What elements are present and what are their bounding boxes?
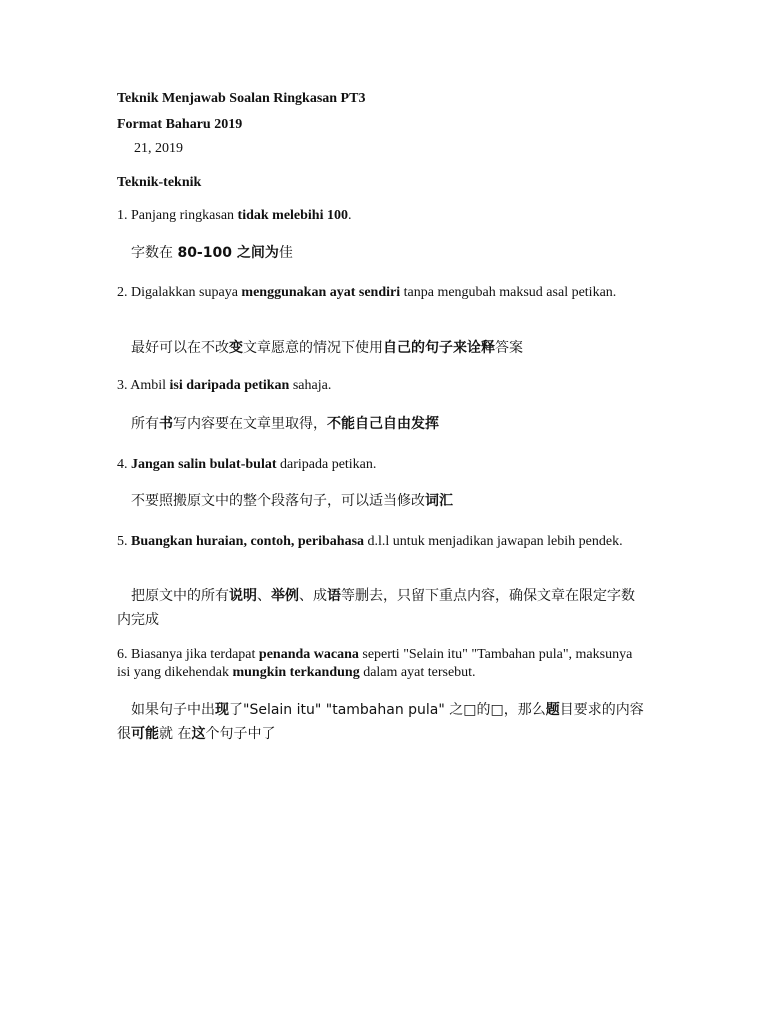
item-2-malay-pre: 2. Digalakkan supaya xyxy=(117,285,242,300)
item-3-chinese-bold: 书 xyxy=(159,416,173,432)
item-2-malay xyxy=(117,284,627,302)
item-6-malay-bold: penanda wacana xyxy=(258,647,359,662)
item-6-malay-pre: 6. Biasanya jika terdapat xyxy=(117,647,259,662)
item-5-malay-pre: 5. xyxy=(117,534,131,549)
item-6-chinese-bold3: 可能 xyxy=(131,726,159,742)
item-6-chinese xyxy=(117,698,647,746)
item-3-chinese-bold2: 不能自己自由发挥 xyxy=(327,416,439,432)
item-5-chinese-bold2: 举例 xyxy=(271,588,299,604)
item-1-malay-bold: tidak melebihi 100 xyxy=(237,208,348,223)
item-6-chinese-mid2: 目要求的内容很 xyxy=(117,702,644,742)
item-5-chinese-mid: 、 xyxy=(257,588,271,604)
item-3-malay-bold: isi daripada petikan xyxy=(169,378,290,393)
item-6-malay xyxy=(117,646,637,682)
item-3-malay-pre: 3. Ambil xyxy=(117,378,170,393)
item-4-malay-bold: Jangan salin bulat-bulat xyxy=(131,457,277,472)
item-3-chinese-pre: 所有 xyxy=(131,416,159,432)
document-subtitle: Format Baharu 2019 xyxy=(117,117,243,132)
item-4-chinese-pre: 不要照搬原文中的整个段落句子，可以适当修改 xyxy=(131,493,425,509)
item-3-malay-post: sahaja. xyxy=(289,378,332,393)
item-1-chinese-post: 佳 xyxy=(278,245,293,261)
item-1-chinese-pre: 字数在 xyxy=(131,245,178,261)
item-5-malay-post: d.l.l untuk menjadikan jawapan lebih pendek. xyxy=(364,534,623,549)
item-5-chinese-pre: 把原文中的所有 xyxy=(131,588,229,604)
item-5-malay xyxy=(117,533,637,551)
item-3-chinese xyxy=(117,412,657,436)
item-4-chinese xyxy=(117,489,657,513)
item-4-chinese-bold: 词汇 xyxy=(425,493,453,509)
item-3-malay xyxy=(117,377,657,395)
item-5-chinese-post: 等删去，只留下重点内容，确保文章在限定字数内完成 xyxy=(117,588,635,628)
item-4-malay-pre: 4. xyxy=(117,457,131,472)
item-1-chinese xyxy=(117,241,657,265)
item-1-malay-pre: 1. Panjang ringkasan xyxy=(117,208,238,223)
item-3-chinese-mid: 写内容要在文章里取得， xyxy=(173,416,327,432)
item-2-malay-bold: menggunakan ayat sendiri xyxy=(241,285,401,300)
item-5-malay-bold: Buangkan huraian, contoh, peribahasa xyxy=(131,534,365,549)
item-4-malay xyxy=(117,456,657,474)
item-6-chinese-bold4: 这 xyxy=(191,726,206,742)
item-2-chinese-pre: 最好可以在不改 xyxy=(131,340,229,356)
item-2-chinese xyxy=(117,336,657,360)
section-heading: Teknik-teknik xyxy=(117,175,202,190)
item-5-chinese-bold: 说明 xyxy=(229,588,257,604)
item-2-chinese-mid: 文章愿意的情况下使用 xyxy=(243,340,383,356)
item-6-chinese-bold2: 题 xyxy=(545,702,560,718)
item-2-malay-post: tanpa mengubah maksud asal petikan. xyxy=(400,285,617,300)
item-6-malay-post: dalam ayat tersebut. xyxy=(359,665,476,680)
item-6-chinese-post: 就 在 xyxy=(159,726,192,742)
item-6-chinese-pre: 如果句子中出 xyxy=(131,702,215,718)
item-6-chinese-bold: 现 xyxy=(215,702,229,718)
item-5-chinese-mid2: 、成 xyxy=(299,588,327,604)
item-5-chinese-bold3: 语 xyxy=(327,588,341,604)
item-4-malay-post: daripada petikan. xyxy=(276,457,377,472)
document-date: 21, 2019 xyxy=(134,141,183,156)
item-5-chinese xyxy=(117,584,647,632)
item-6-chinese-post2: 个句子中了 xyxy=(205,726,276,742)
item-6-chinese-mid: 了"Selain itu" "tambahan pula" 之□的□，那么 xyxy=(229,702,546,718)
item-2-chinese-post: 答案 xyxy=(495,340,523,356)
item-2-chinese-bold: 变 xyxy=(229,340,243,356)
item-6-malay-mid: seperti "Selain itu" "Tambahan pula", maksunya isi yang dikehendak xyxy=(117,647,633,680)
item-1-malay-post: . xyxy=(348,208,352,223)
item-2-chinese-bold2: 自己的句子来诠释 xyxy=(383,340,495,356)
item-6-malay-bold2: mungkin terkandung xyxy=(232,665,360,680)
document-title: Teknik Menjawab Soalan Ringkasan PT3 xyxy=(117,91,366,106)
item-1-malay xyxy=(117,207,657,225)
item-1-chinese-bold: 80-100 之间为 xyxy=(177,245,279,261)
